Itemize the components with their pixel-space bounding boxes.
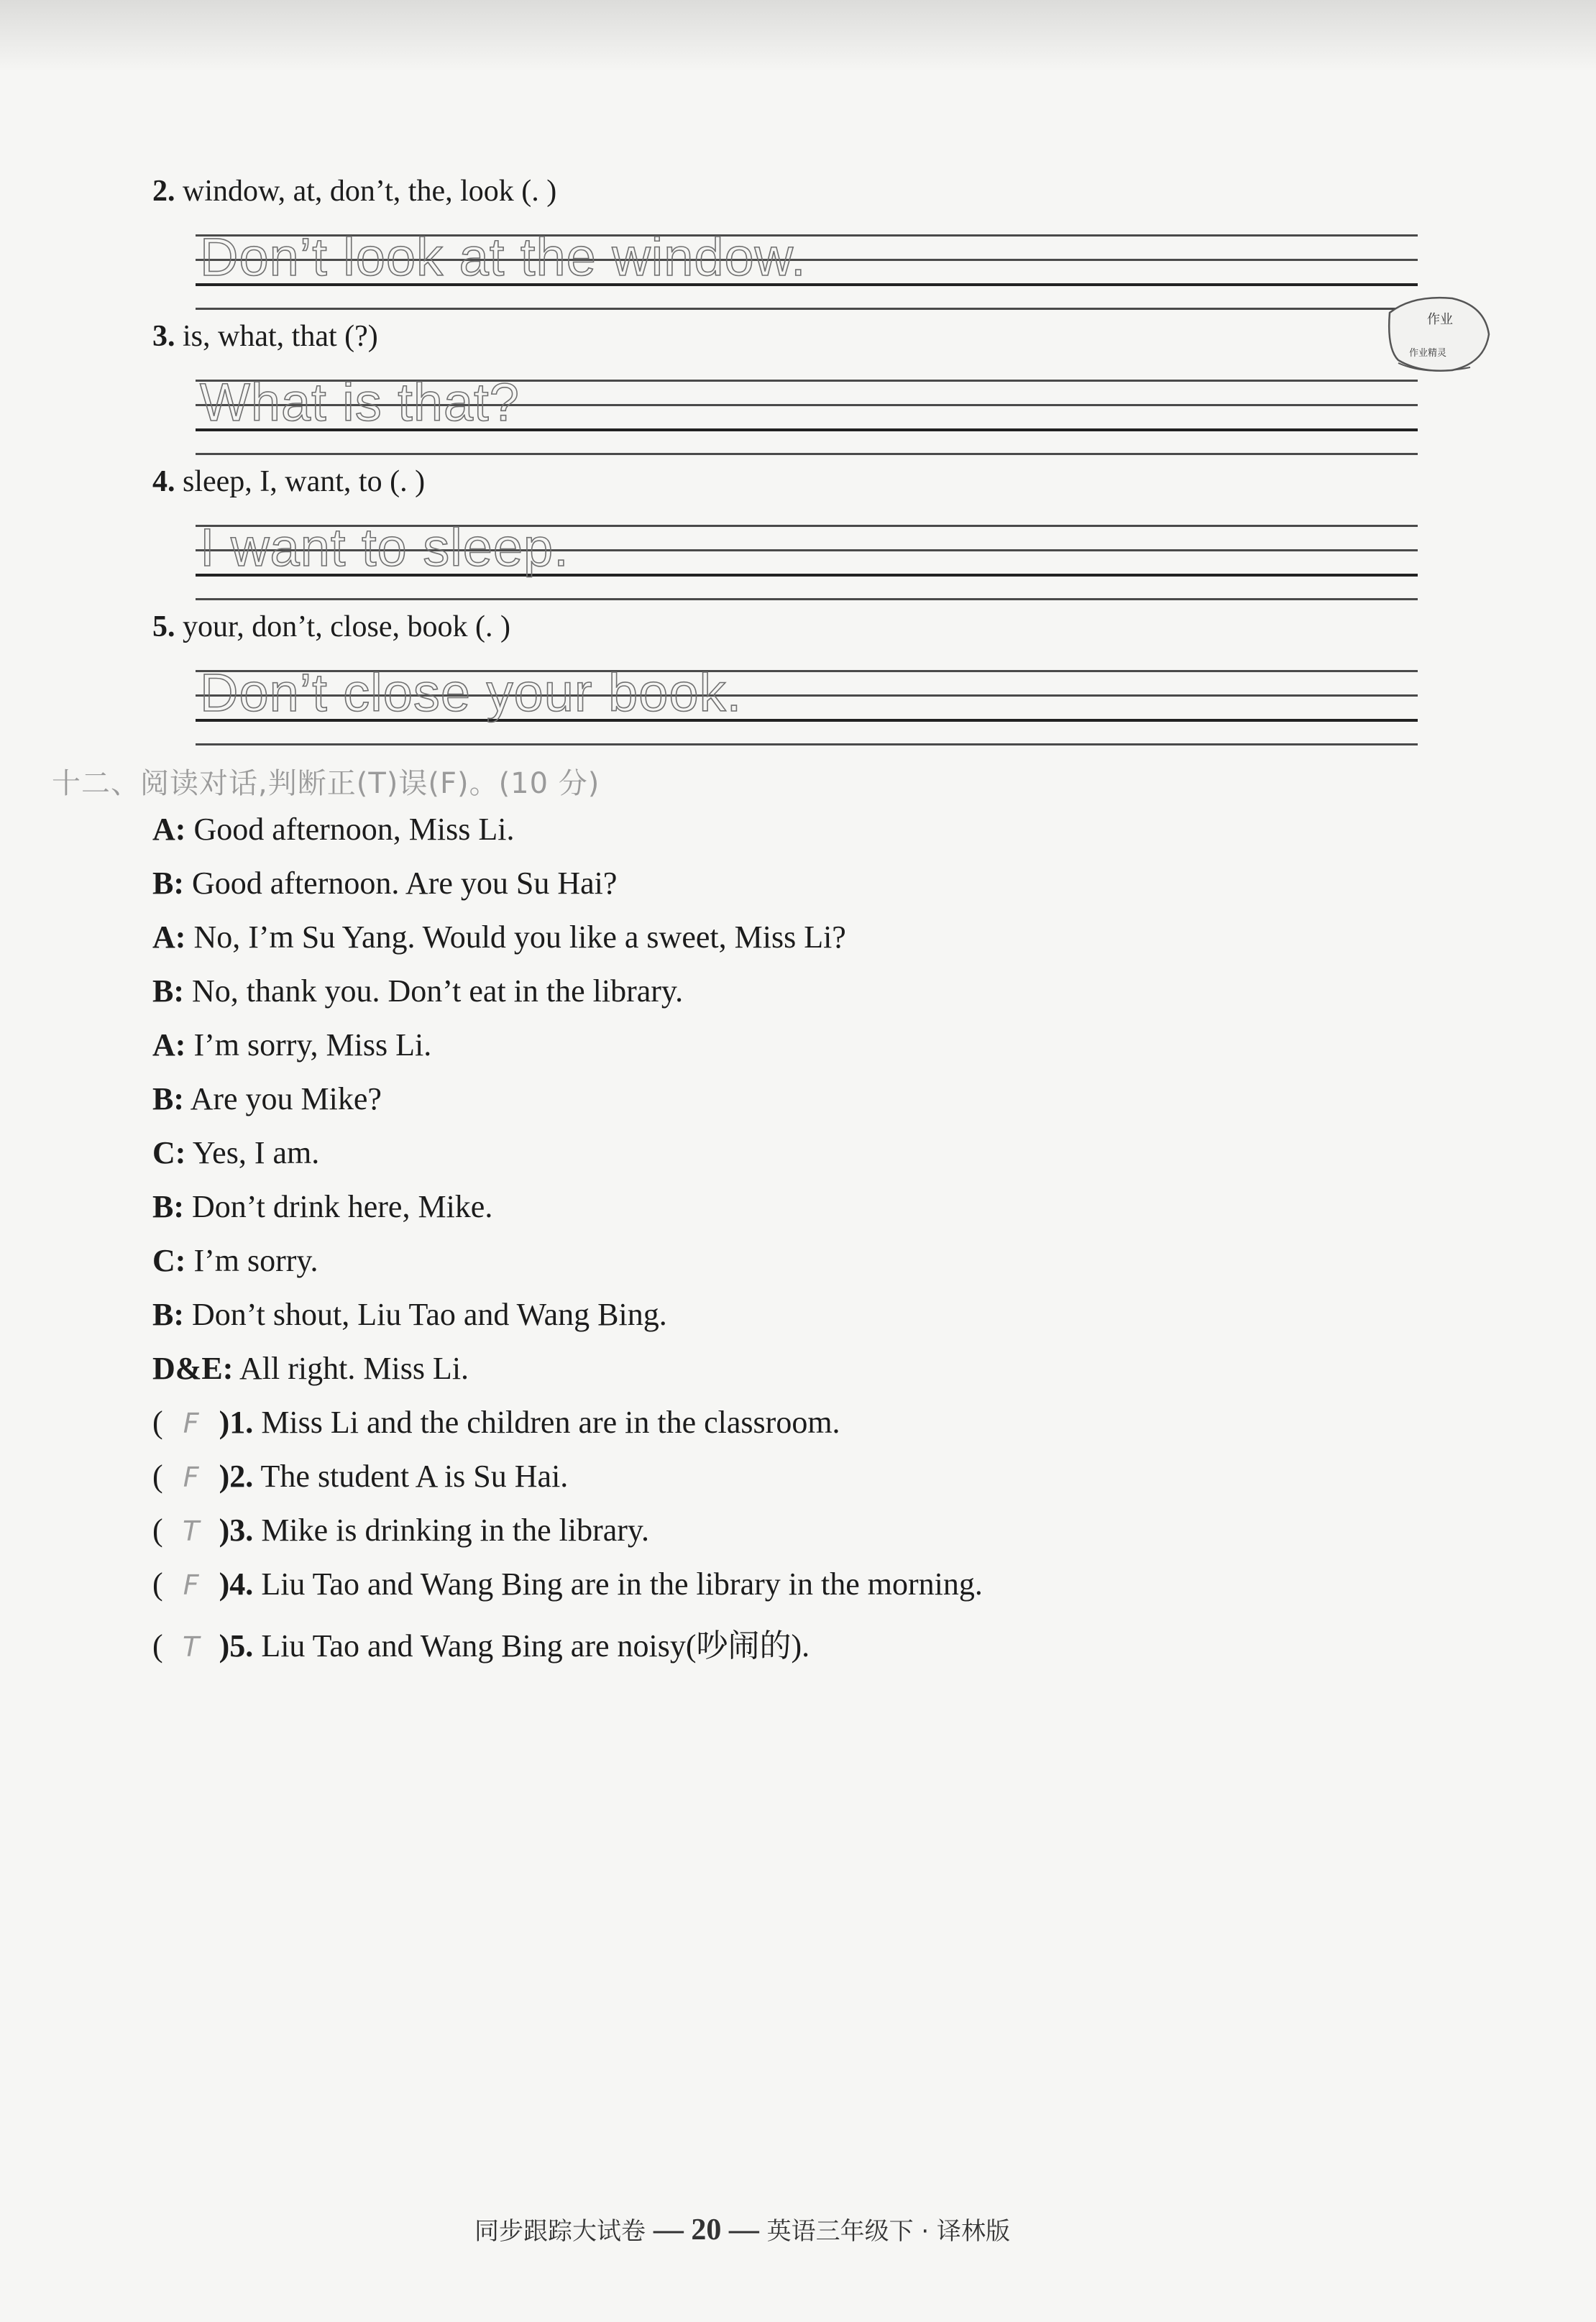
page-top-shadow [0, 0, 1596, 72]
dialogue-line: B: No, thank you. Don’t eat in the library. [152, 973, 684, 1009]
tf-statement: ( F )1. Miss Li and the children are in the classroom. [152, 1405, 840, 1440]
stamp-text-top: 作业 [1427, 312, 1453, 327]
dialogue-line: A: I’m sorry, Miss Li. [152, 1027, 432, 1063]
tf-statement: ( T )5. Liu Tao and Wang Bing are noisy(吵闹的). [152, 1628, 810, 1664]
dialogue-line: C: I’m sorry. [152, 1243, 318, 1278]
footer-book: 同步跟踪大试卷 [474, 2217, 646, 2246]
tf-statement: ( T )3. Mike is drinking in the library. [152, 1513, 650, 1548]
dialogue-line: C: Yes, I am. [152, 1135, 320, 1170]
page-footer [474, 2211, 1010, 2247]
tf-answer: F [183, 1408, 199, 1439]
dialogue-line: B: Good afternoon. Are you Su Hai? [152, 866, 618, 901]
tf-answer: T [183, 1631, 200, 1663]
tf-answer: F [183, 1461, 199, 1493]
tf-statement: ( F )4. Liu Tao and Wang Bing are in the library in the morning. [152, 1566, 983, 1602]
tf-answer: F [183, 1569, 199, 1601]
tf-statement: ( F )2. The student A is Su Hai. [152, 1459, 569, 1494]
page-number: — 20 — [653, 2213, 759, 2247]
stamp-text-bottom: 作业精灵 [1409, 348, 1447, 359]
handwritten-answer: What is that? [200, 372, 520, 432]
dialogue-line: A: Good afternoon, Miss Li. [152, 812, 515, 847]
question-prompt: 4. sleep, I, want, to (. ) [152, 465, 426, 498]
homework-stamp [1384, 291, 1492, 376]
dialogue-line: B: Don’t drink here, Mike. [152, 1189, 493, 1224]
dialogue-line: D&E: All right. Miss Li. [152, 1351, 469, 1386]
dialogue-line: B: Don’t shout, Liu Tao and Wang Bing. [152, 1297, 667, 1332]
footer-subject: 英语三年级下 · 译林版 [766, 2217, 1011, 2246]
question-prompt: 2. window, at, don’t, the, look (. ) [152, 175, 557, 208]
dialogue-line: B: Are you Mike? [152, 1081, 382, 1116]
tf-answer: T [183, 1515, 200, 1547]
handwritten-answer: Don’t close your book. [200, 663, 743, 722]
section-title: 十二、阅读对话,判断正(T)误(F)。(10 分) [52, 767, 600, 800]
dialogue-line: A: No, I’m Su Yang. Would you like a sweet, Miss Li? [152, 919, 846, 955]
handwritten-answer: Don’t look at the window. [200, 227, 807, 287]
handwritten-answer: I want to sleep. [200, 518, 569, 577]
question-prompt: 5. your, don’t, close, book (. ) [152, 610, 510, 643]
question-prompt: 3. is, what, that (?) [152, 320, 378, 353]
